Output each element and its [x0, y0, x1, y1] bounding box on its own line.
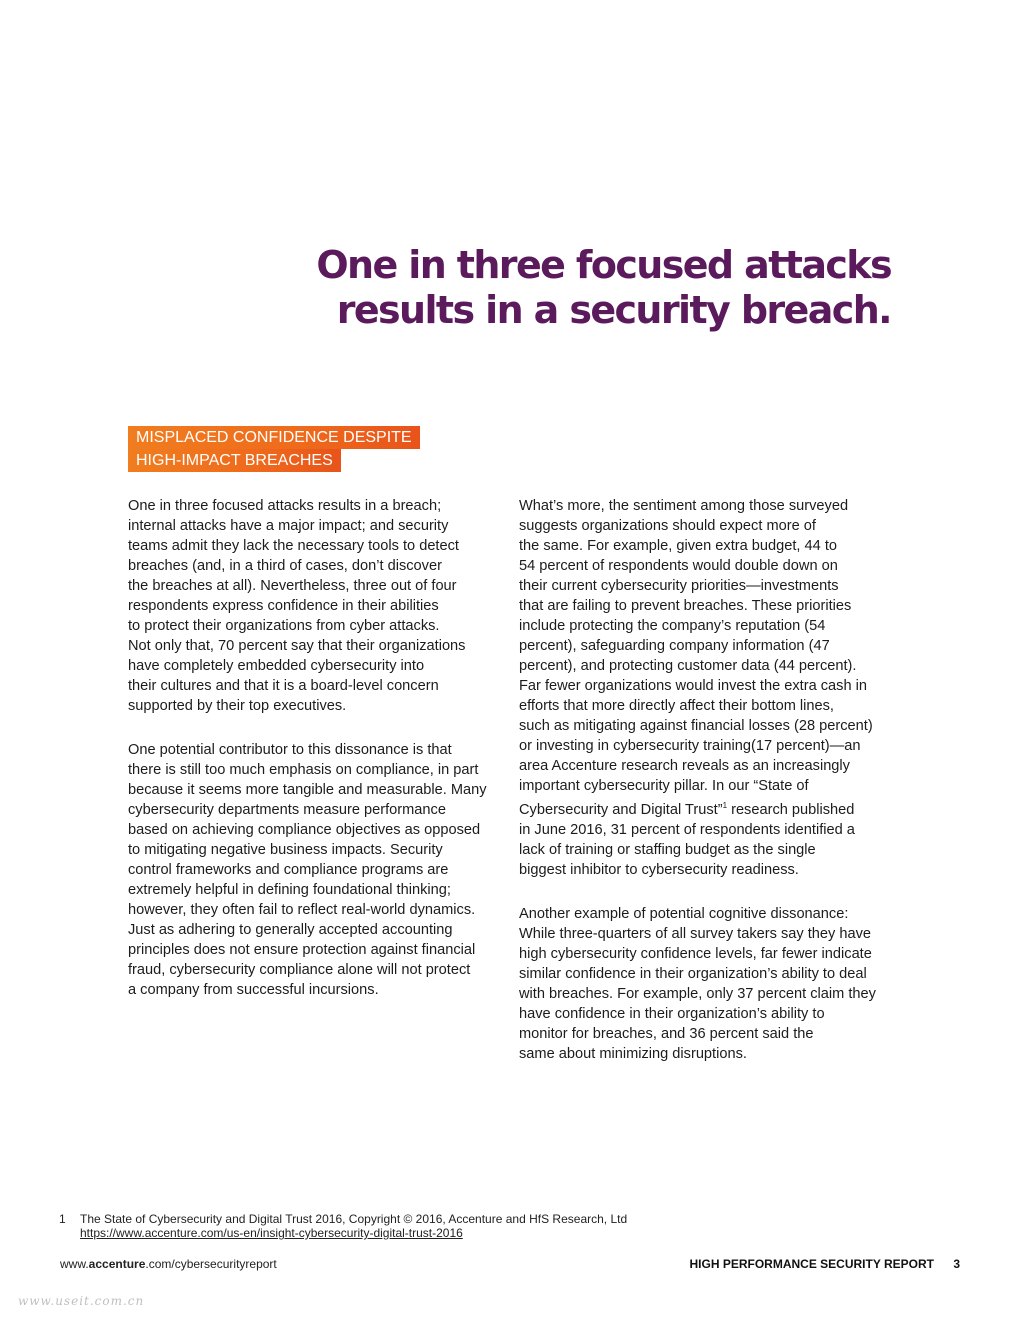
footer-url-brand: accenture — [88, 1257, 146, 1271]
callout-line-1: MISPLACED CONFIDENCE DESPITE — [128, 426, 420, 449]
right-paragraph-2: Another example of potential cognitive dissonance: While three-quarters of all survey takers say they have high cybersecurity confidence levels, far fewer indicate similar confidence in their organization’s ability to deal with breaches. For example, only 37 percent claim they have confidence in their organization’s ability to monitor for breaches, and 36 percent said the same about minimizing disruptions. — [519, 906, 876, 1062]
headline-line-1: One in three focused attacks — [316, 243, 891, 287]
right-paragraph-1-text-continued: research published in June 2016, 31 percent of respondents identified a lack of training or staffing budget as the single biggest inhibitor to cybersecurity readiness. — [519, 802, 855, 878]
left-paragraph-1: One in three focused attacks results in a breach; internal attacks have a major impact; and security teams admit they lack the necessary tools to detect breaches (and, in a third of cases, don’t discover the breaches at all). Nevertheless, three out of four respondents express confidence in their abilities to protect their organizations from cyber attacks. Not only that, 70 percent say that their organizations have completely embedded cybersecurity into their cultures and that it is a board-level concern supported by their top executives. — [128, 498, 466, 714]
footer-report-title: HIGH PERFORMANCE SECURITY REPORT — [689, 1257, 934, 1271]
left-paragraph-2: One potential contributor to this dissonance is that there is still too much emphasis on compliance, in part because it seems more tangible and measurable. Many cybersecurity departments measure performance based on achieving compliance objectives as opposed to mitigating negative business impacts. Security control frameworks and compliance programs are extremely helpful in defining foundational thinking; however, they often fail to reflect real-world dynamics. Just as adhering to generally accepted accounting principles does not ensure protection against financial fraud, cybersecurity compliance alone will not protect a company from successful incursions. — [128, 742, 487, 998]
footer-report-info — [690, 1257, 961, 1271]
watermark: www.useit.com.cn — [18, 1294, 145, 1308]
footnote-reference[interactable]: 1 — [722, 801, 728, 810]
section-callout — [128, 426, 420, 472]
footnote-link[interactable]: https://www.accenture.com/us-en/insight-cybersecurity-digital-trust-2016 — [80, 1226, 463, 1240]
footnote-text: The State of Cybersecurity and Digital Trust 2016, Copyright © 2016, Accenture and HfS Research, Ltd — [80, 1212, 628, 1226]
right-column — [519, 496, 899, 1088]
page-headline — [316, 243, 891, 333]
right-paragraph-1-text: What’s more, the sentiment among those surveyed suggests organizations should expect more of the same. For example, given extra budget, 44 to 54 percent of respondents would double down on their current cybersecurity priorities—investments that are failing to prevent breaches. These priorities include protecting the company’s reputation (54 percent), safeguarding company information (47 percent), and protecting customer data (44 percent). Far fewer organizations would invest the extra cash in efforts that more directly affect their bottom lines, such as mitigating against financial losses (28 percent) or investing in cybersecurity training(17 percent)—an area Accenture research reveals as an increasingly important cybersecurity pillar. In our “State of Cybersecurity and Digital Trust” — [519, 498, 873, 818]
page-number: 3 — [953, 1257, 960, 1271]
footnote-number: 1 — [59, 1212, 66, 1226]
right-paragraph-1 — [519, 496, 899, 880]
left-column — [128, 496, 508, 1024]
headline-line-2: results in a security breach. — [336, 288, 891, 332]
footnote — [59, 1212, 627, 1240]
footer-url-prefix: www. — [60, 1257, 89, 1271]
callout-line-2: HIGH-IMPACT BREACHES — [128, 449, 341, 472]
footer-url[interactable] — [60, 1257, 277, 1271]
footer-url-suffix: .com/cybersecurityreport — [145, 1257, 277, 1271]
